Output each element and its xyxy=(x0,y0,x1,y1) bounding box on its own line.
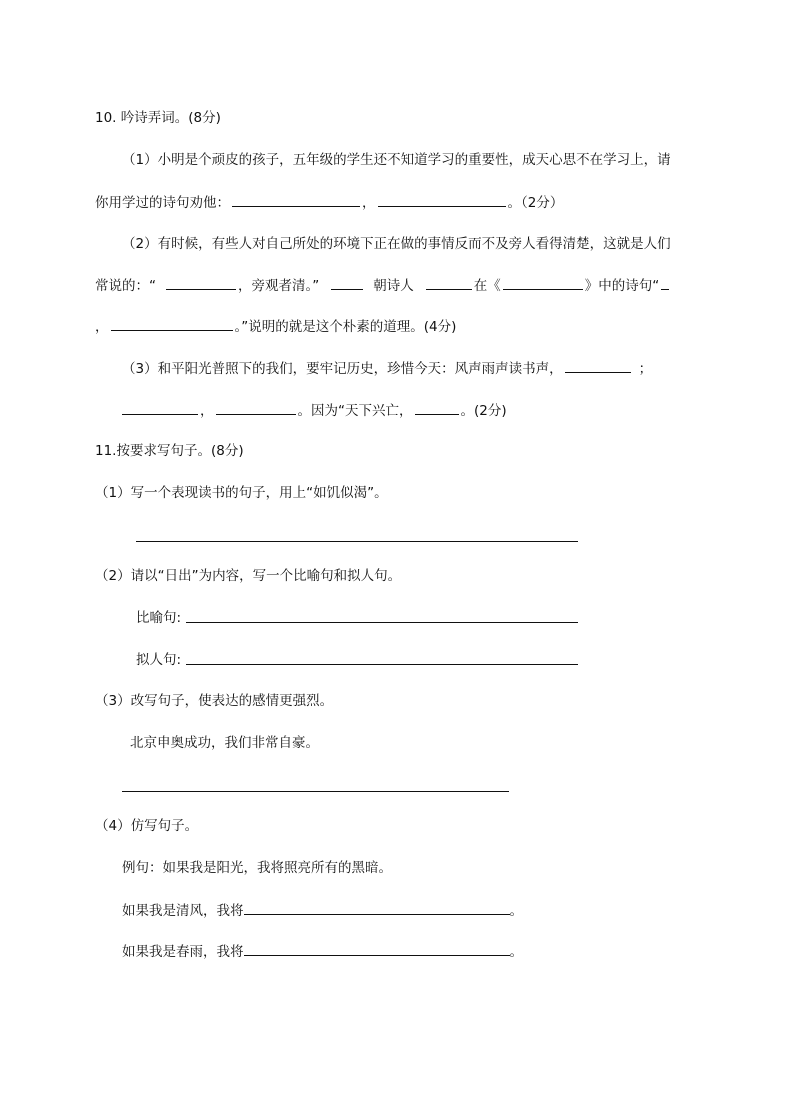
q11-s2: （2）请以“日出”为内容，写一个比喻句和拟人句。 xyxy=(95,568,402,584)
q10-p2-in: 在《 xyxy=(473,278,501,294)
q10-p2-verse-label: 》中的诗句“ xyxy=(584,278,660,294)
q10-p3-prefix: （3）和平阳光普照下的我们，要牢记历史，珍惜今天：风声雨声读书声， xyxy=(122,361,563,377)
q10-p3-end: 。(2分) xyxy=(460,403,507,419)
q10-p1-prefix: 你用学过的诗句劝他： xyxy=(95,195,230,211)
q11-s2-personify-label: 拟人句: xyxy=(136,652,182,668)
q11-s1-answer-line[interactable] xyxy=(136,541,578,542)
q10-p3-semicolon: ； xyxy=(638,361,653,377)
q11-s4-line2-end: 。 xyxy=(509,944,523,960)
q10-p1-line1: （1）小明是个顽皮的孩子，五年级的学生还不知道学习的重要性，成天心思不在学习上，请 xyxy=(122,152,671,168)
q11-s2-metaphor-label: 比喻句: xyxy=(136,610,182,626)
q10-p3-blank-2[interactable] xyxy=(122,400,198,415)
q10-p2-blank-verse-start[interactable] xyxy=(661,275,669,290)
q11-s4-line1-end: 。 xyxy=(509,903,523,919)
q10-p3-blank-3[interactable] xyxy=(216,400,296,415)
q11-s4-line1 xyxy=(122,900,523,921)
q11-s3: （3）改写句子，使表达的感情更强烈。 xyxy=(95,693,334,709)
q10-p2-line3 xyxy=(95,316,456,337)
q11-s4-blank-2[interactable] xyxy=(244,941,510,956)
q10-p2-blank-verse[interactable] xyxy=(166,275,236,290)
q10-p3-comma: ， xyxy=(200,403,214,419)
q10-p2-explain: 。”说明的就是这个朴素的道理。(4分) xyxy=(234,319,457,335)
q10-p2-blank-verse-end[interactable] xyxy=(111,316,233,331)
q10-p3-blank-4[interactable] xyxy=(415,400,459,415)
q10-p2-line1: （2）有时候，有些人对自己所处的环境下正在做的事情反而不及旁人看得清楚，这就是人们 xyxy=(122,236,671,252)
q11-s4-line1-prefix: 如果我是清风，我将 xyxy=(122,903,244,919)
q11-s3-example: 北京申奥成功，我们非常自豪。 xyxy=(130,735,319,751)
q10-p1-comma: ， xyxy=(362,195,376,211)
q10-p2-blank-dynasty[interactable] xyxy=(331,275,363,290)
q10-p1-blank-1[interactable] xyxy=(232,192,360,207)
q10-p2-line2 xyxy=(95,275,671,296)
q10-p2-comma: ， xyxy=(95,319,109,335)
q10-p1-line2 xyxy=(95,192,563,213)
q11-s3-answer-line[interactable] xyxy=(122,791,509,792)
q11-s4: （4）仿写句子。 xyxy=(95,818,199,834)
q11-s4-example: 例句：如果我是阳光，我将照亮所有的黑暗。 xyxy=(122,860,392,876)
q10-p1-end: 。（2分） xyxy=(507,195,564,211)
q10-p3-because: 。因为“天下兴亡， xyxy=(297,403,413,419)
q11-heading: 11.按要求写句子。(8分) xyxy=(95,443,244,459)
q10-p1-blank-2[interactable] xyxy=(378,192,506,207)
q11-s4-blank-1[interactable] xyxy=(244,900,510,915)
q11-s2-personify-line[interactable] xyxy=(186,664,578,665)
q10-p2-blank-title[interactable] xyxy=(503,275,583,290)
q10-p2-poet-label: 朝诗人 xyxy=(373,278,414,294)
q11-s1: （1）写一个表现读书的句子，用上“如饥似渴”。 xyxy=(95,485,388,501)
q11-s4-line2 xyxy=(122,941,523,962)
q10-heading: 10. 吟诗弄词。(8分) xyxy=(95,110,221,126)
q10-p3-line1 xyxy=(122,358,652,379)
q11-s2-metaphor-line[interactable] xyxy=(186,622,578,623)
q10-p3-blank-1[interactable] xyxy=(565,358,631,373)
q10-p3-line2 xyxy=(122,400,507,421)
q10-p2-say: 常说的：“ xyxy=(95,278,156,294)
q11-s4-line2-prefix: 如果我是春雨，我将 xyxy=(122,944,244,960)
q10-p2-blank-poet[interactable] xyxy=(426,275,472,290)
q10-p2-observer: ，旁观者清。” xyxy=(238,278,320,294)
